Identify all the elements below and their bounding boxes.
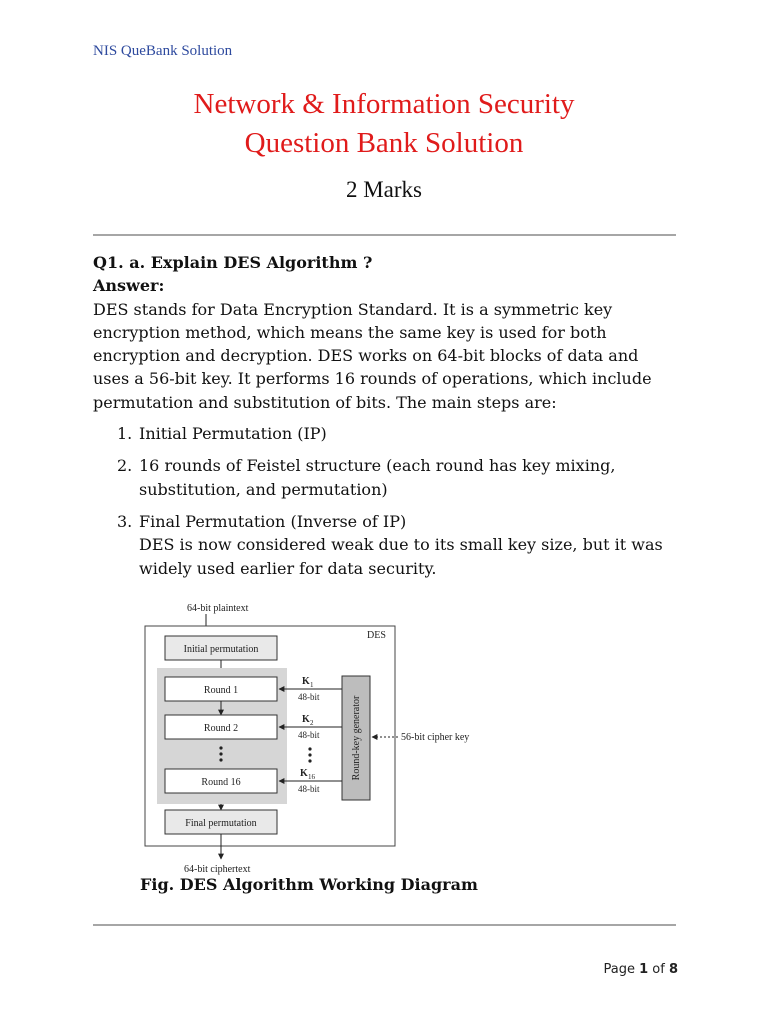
page-footer (603, 962, 678, 977)
page-number: 1 (639, 962, 649, 977)
steps-list (93, 422, 678, 580)
ellipsis-dot (219, 752, 222, 755)
document-title-line-1: Network & Information Security (193, 88, 575, 120)
round-key-generator-label: Round-key generator (351, 695, 362, 781)
closing-text: DES is now considered weak due to its small key size, but it was widely used earlier for data security. (139, 535, 663, 578)
bottom-divider (93, 924, 676, 926)
round-16-label: Round 16 (201, 777, 241, 788)
list-item (93, 454, 678, 501)
page-total: 8 (668, 962, 678, 977)
k16-label: K (300, 768, 308, 779)
step-number: 1. (117, 424, 133, 444)
k2-subscript: 2 (310, 719, 314, 727)
step-text: 16 rounds of Feistel structure (each round has key mixing, substitution, and permutation) (139, 456, 616, 499)
answer-paragraph: DES stands for Data Encryption Standard. It is a symmetric key encryption method, which means the same key is used for both encryption and decryption. DES works on 64-bit blocks of data and uses a 56-bit key. It performs 16 rounds of operations, which include permutation and substitution of bits. The main steps are: (93, 299, 652, 412)
top-divider (93, 234, 676, 236)
initial-permutation-label: Initial permutation (183, 644, 259, 655)
ellipsis-dot (308, 753, 311, 756)
step-number: 2. (117, 456, 133, 476)
k16-subscript: 16 (308, 773, 315, 781)
ellipsis-dot (308, 759, 311, 762)
question-section (93, 251, 678, 589)
step-text: Final Permutation (Inverse of IP) (139, 511, 407, 531)
question-title: Q1. a. Explain DES Algorithm ? (93, 253, 373, 272)
marks-subtitle: 2 Marks (345, 177, 423, 202)
figure-caption: Fig. DES Algorithm Working Diagram (140, 875, 478, 894)
step-text: Initial Permutation (IP) (139, 424, 327, 444)
page-header: NIS QueBank Solution (93, 43, 233, 59)
of-word: of (652, 962, 665, 977)
k1-bits: 48-bit (298, 692, 320, 702)
final-permutation-label: Final permutation (185, 818, 257, 829)
answer-label: Answer: (93, 276, 165, 296)
ellipsis-dot (219, 746, 222, 749)
ellipsis-dot (219, 758, 222, 761)
round-1-label: Round 1 (203, 685, 239, 696)
list-item (93, 510, 678, 580)
list-item (93, 422, 678, 445)
k1-label: K (302, 676, 310, 687)
page-word: Page (603, 962, 635, 977)
k2-bits: 48-bit (298, 730, 320, 740)
k1-subscript: 1 (310, 681, 314, 689)
step-number: 3. (117, 511, 133, 531)
output-label: 64-bit ciphertext (184, 864, 251, 875)
des-box-label: DES (367, 630, 386, 641)
cipher-key-label: 56-bit cipher key (401, 732, 470, 743)
ellipsis-dot (308, 747, 311, 750)
input-label: 64-bit plaintext (187, 603, 249, 614)
k2-label: K (302, 714, 310, 725)
round-2-label: Round 2 (203, 723, 239, 734)
k16-bits: 48-bit (298, 784, 320, 794)
document-title-line-2: Question Bank Solution (244, 127, 524, 159)
des-diagram (134, 600, 494, 875)
